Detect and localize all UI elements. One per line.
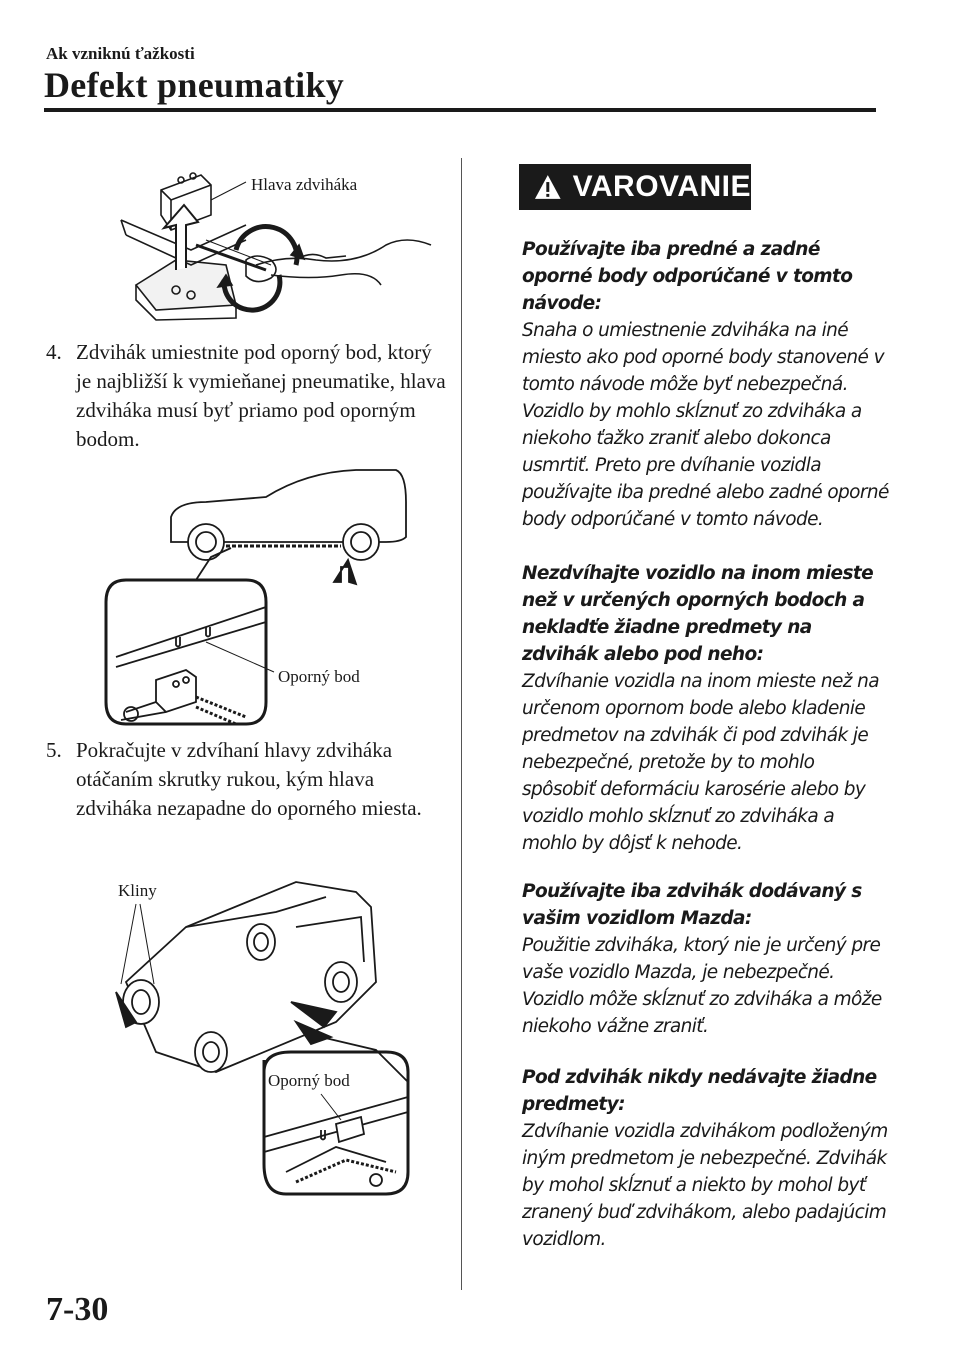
- chocks-figure: [96, 872, 416, 1200]
- jack-head-figure: [96, 160, 436, 330]
- step-4: [46, 338, 446, 454]
- page-number: 7-30: [46, 1291, 109, 1328]
- page-title: Defekt pneumatiky: [44, 65, 345, 105]
- step-number: 5.: [46, 738, 62, 762]
- warning-heading: Používajte iba zdvihák dodávaný s vašim vozidlom Mazda:: [522, 881, 862, 929]
- jack-point-figure: [96, 462, 416, 728]
- warning-heading: Nezdvíhajte vozidlo na inom mieste než v určených oporných bodoch a nekladťe žiadne predmety na zdvihák alebo pod neho:: [522, 563, 874, 665]
- warning-badge-label: VAROVANIE: [572, 170, 751, 203]
- warning-badge: [519, 164, 751, 210]
- step-text: Zdvihák umiestnite pod oporný bod, ktorý je najbližší k vymieňanej pneumatike, hlava zdviháka musí byť priamo pod oporným bodom.: [76, 340, 446, 451]
- title-rule: [44, 108, 876, 112]
- warning-icon: [533, 173, 563, 201]
- warning-heading: Pod zdvihák nikdy nedávajte žiadne predmety:: [522, 1067, 877, 1115]
- warning-body: Snaha o umiestnenie zdviháka na iné miesto ako pod oporné body stanovené v tomto návode môže byť nebezpečná. Vozidlo by mohlo skĺznuť zo zdviháka a niekoho ťažko zraniť alebo dokonca usmrtiť. Preto pre dvíhanie vozidla používajte iba predné alebo zadné oporné body odporúčané v tomto návode.: [522, 320, 889, 530]
- step-text: Pokračujte v zdvíhaní hlavy zdviháka otáčaním skrutky rukou, kým hlava zdviháka nezapadne do oporného miesta.: [76, 738, 422, 820]
- chocks-label: Kliny: [118, 881, 157, 900]
- step-number: 4.: [46, 340, 62, 364]
- column-divider: [461, 158, 462, 1290]
- section-name: Ak vzniknú ťažkosti: [46, 44, 195, 63]
- warning-body: Použitie zdviháka, ktorý nie je určený pre vaše vozidlo Mazda, je nebezpečné. Vozidlo môže skĺznuť zo zdviháka a môže niekoho vážne zraniť.: [522, 935, 882, 1037]
- warning-block-2: [522, 560, 892, 857]
- warning-block-1: [522, 236, 892, 533]
- step-5: [46, 736, 446, 823]
- warning-block-4: [522, 1064, 892, 1253]
- jack-head-label: Hlava zdviháka: [251, 175, 358, 194]
- jack-point-label-2: Oporný bod: [268, 1071, 350, 1090]
- jack-point-label-1: Oporný bod: [278, 667, 360, 686]
- warning-heading: Používajte iba predné a zadné oporné body odporúčané v tomto návode:: [522, 239, 853, 314]
- warning-body: Zdvíhanie vozidla zdvihákom podloženým iným predmetom je nebezpečné. Zdvihák by mohol skĺznuť a niekto by mohol byť zranený buď zdvihákom, alebo padajúcim vozidlom.: [522, 1121, 888, 1250]
- warning-block-3: [522, 878, 892, 1040]
- warning-body: Zdvíhanie vozidla na inom mieste než na určenom opornom bode alebo kladenie predmetov na zdvihák či pod zdvihák je nebezpečné, pretože by to mohlo spôsobiť deformáciu karosérie alebo by vozidlo mohlo skĺznuť zo zdviháka a mohlo by dôjsť k nehode.: [522, 671, 879, 854]
